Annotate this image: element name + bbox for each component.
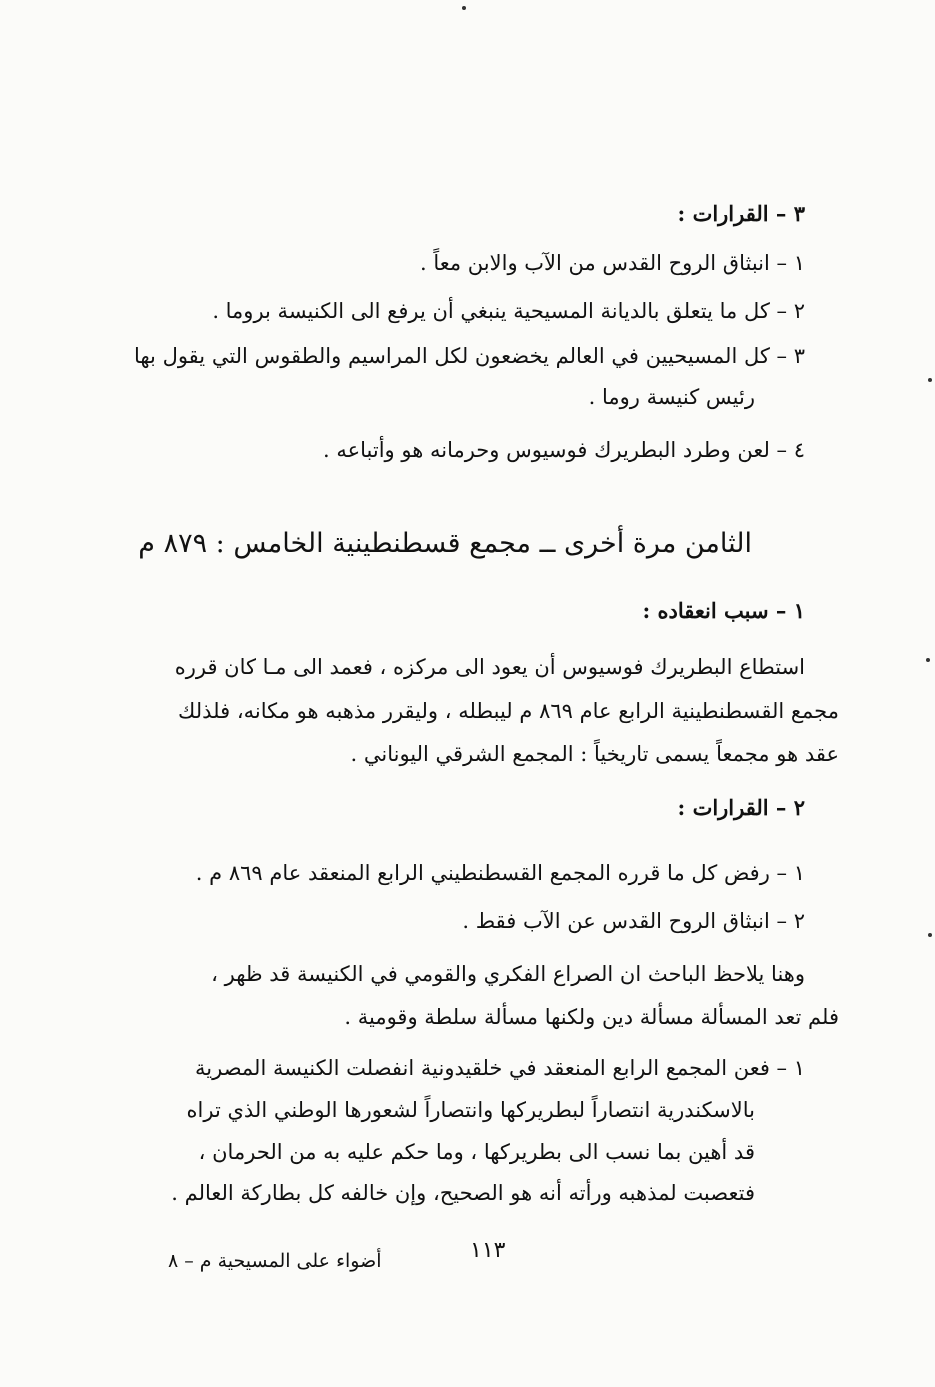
paragraph-line: عقد هو مجمعاً يسمى تاريخياً : المجمع الشرقي اليوناني . — [350, 742, 839, 766]
paragraph-line: فلم تعد المسألة مسألة دين ولكنها مسألة سلطة وقومية . — [344, 1005, 839, 1029]
list-item: ٢ – كل ما يتعلق بالديانة المسيحية ينبغي أن يرفع الى الكنيسة بروما . — [212, 299, 805, 323]
scan-mark — [462, 6, 466, 10]
list-item: ١ – رفض كل ما قرره المجمع القسطنطيني الرابع المنعقد عام ٨٦٩ م . — [195, 861, 805, 885]
section-heading: ٣ – القرارات : — [677, 201, 805, 226]
scan-mark — [926, 658, 930, 662]
list-item-continuation: قد أهين بما نسب الى بطريركها ، وما حكم عليه به من الحرمان ، — [198, 1140, 755, 1164]
list-item: ١ – انبثاق الروح القدس من الآب والابن معاً . — [420, 251, 805, 275]
scan-mark — [928, 933, 932, 937]
book-title: أضواء على المسيحية م – ٨ — [168, 1250, 382, 1272]
scan-mark — [928, 378, 932, 382]
list-item: ٢ – انبثاق الروح القدس عن الآب فقط . — [462, 909, 805, 933]
council-title: الثامن مرة أخرى ــ مجمع قسطنطينية الخامس : ٨٧٩ م — [138, 528, 752, 559]
decisions-heading: ٢ – القرارات : — [677, 795, 805, 820]
list-item-continuation: بالاسكندرية انتصاراً لبطريركها وانتصاراً لشعورها الوطني الذي تراه — [186, 1098, 755, 1122]
paragraph-line: مجمع القسطنطينية الرابع عام ٨٦٩ م ليبطله ، وليقرر مذهبه هو مكانه، فلذلك — [178, 699, 839, 723]
paragraph-line: استطاع البطريرك فوسيوس أن يعود الى مركزه ، فعمد الى مـا كان قرره — [174, 655, 805, 679]
list-item: ٤ – لعن وطرد البطريرك فوسيوس وحرمانه هو وأتباعه . — [323, 438, 805, 462]
page-number: ١١٣ — [470, 1238, 506, 1263]
cause-heading: ١ – سبب انعقاده : — [642, 598, 805, 623]
list-item-continuation: رئيس كنيسة روما . — [588, 385, 755, 409]
list-item: ١ – فعن المجمع الرابع المنعقد في خلقيدونية انفصلت الكنيسة المصرية — [195, 1056, 805, 1080]
paragraph-line: وهنا يلاحظ الباحث ان الصراع الفكري والقومي في الكنيسة قد ظهر ، — [211, 962, 805, 986]
list-item-continuation: فتعصبت لمذهبه ورأته أنه هو الصحيح، وإن خالفه كل بطاركة العالم . — [171, 1181, 755, 1205]
list-item: ٣ – كل المسيحيين في العالم يخضعون لكل المراسيم والطقوس التي يقول بها — [133, 344, 805, 368]
